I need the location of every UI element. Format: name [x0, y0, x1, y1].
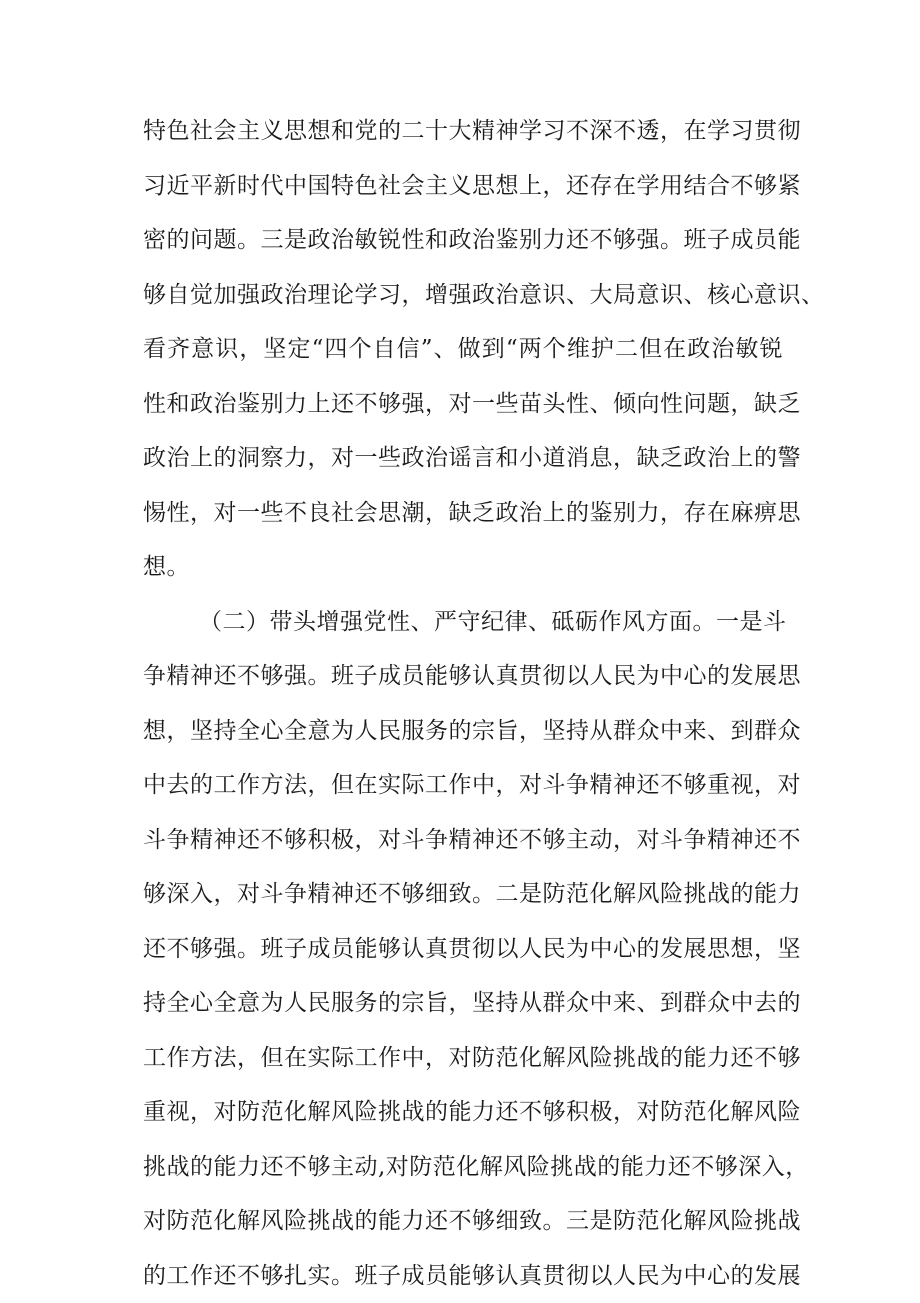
text-line: 重视，对防范化解风险挑战的能力还不够积极，对防范化解风险 — [143, 1085, 783, 1140]
text-line: 够自觉加强政治理论学习，增强政治意识、大局意识、核心意识、 — [143, 268, 783, 323]
document-body — [143, 104, 783, 1303]
text-line: 习近平新时代中国特色社会主义思想上，还存在学用结合不够紧 — [143, 159, 783, 214]
text-line: 看齐意识，坚定“四个自信”、做到“两个维护二但在政治敏锐 — [143, 322, 783, 377]
text-line: 挑战的能力还不够主动,对防范化解风险挑战的能力还不够深入， — [143, 1140, 783, 1195]
section-heading-line: （二）带头增强党性、严守纪律、砥砺作风方面。一是斗 — [143, 595, 783, 650]
text-line: 中去的工作方法，但在实际工作中，对斗争精神还不够重视，对 — [143, 758, 783, 813]
paragraph-2 — [143, 595, 783, 1303]
text-line: 特色社会主义思想和党的二十大精神学习不深不透，在学习贯彻 — [143, 104, 783, 159]
text-line: 想。 — [143, 540, 783, 595]
text-line: 够深入，对斗争精神还不够细致。二是防范化解风险挑战的能力 — [143, 867, 783, 922]
text-line: 惕性，对一些不良社会思潮，缺乏政治上的鉴别力，存在麻痹思 — [143, 486, 783, 541]
text-line: 还不够强。班子成员能够认真贯彻以人民为中心的发展思想，坚 — [143, 922, 783, 977]
text-line: 想，坚持全心全意为人民服务的宗旨，坚持从群众中来、到群众 — [143, 704, 783, 759]
text-line: 密的问题。三是政治敏锐性和政治鉴别力还不够强。班子成员能 — [143, 213, 783, 268]
text-line: 政治上的洞察力，对一些政治谣言和小道消息，缺乏政治上的警 — [143, 431, 783, 486]
text-line: 争精神还不够强。班子成员能够认真贯彻以人民为中心的发展思 — [143, 649, 783, 704]
text-line: 性和政治鉴别力上还不够强，对一些苗头性、倾向性问题，缺乏 — [143, 377, 783, 432]
text-line: 对防范化解风险挑战的能力还不够细致。三是防范化解风险挑战 — [143, 1194, 783, 1249]
text-line: 工作方法，但在实际工作中，对防范化解风险挑战的能力还不够 — [143, 1031, 783, 1086]
text-line: 持全心全意为人民服务的宗旨，坚持从群众中来、到群众中去的 — [143, 976, 783, 1031]
text-line: 的工作还不够扎实。班子成员能够认真贯彻以人民为中心的发展 — [143, 1249, 783, 1303]
text-line: 斗争精神还不够积极，对斗争精神还不够主动，对斗争精神还不 — [143, 813, 783, 868]
paragraph-1 — [143, 104, 783, 595]
